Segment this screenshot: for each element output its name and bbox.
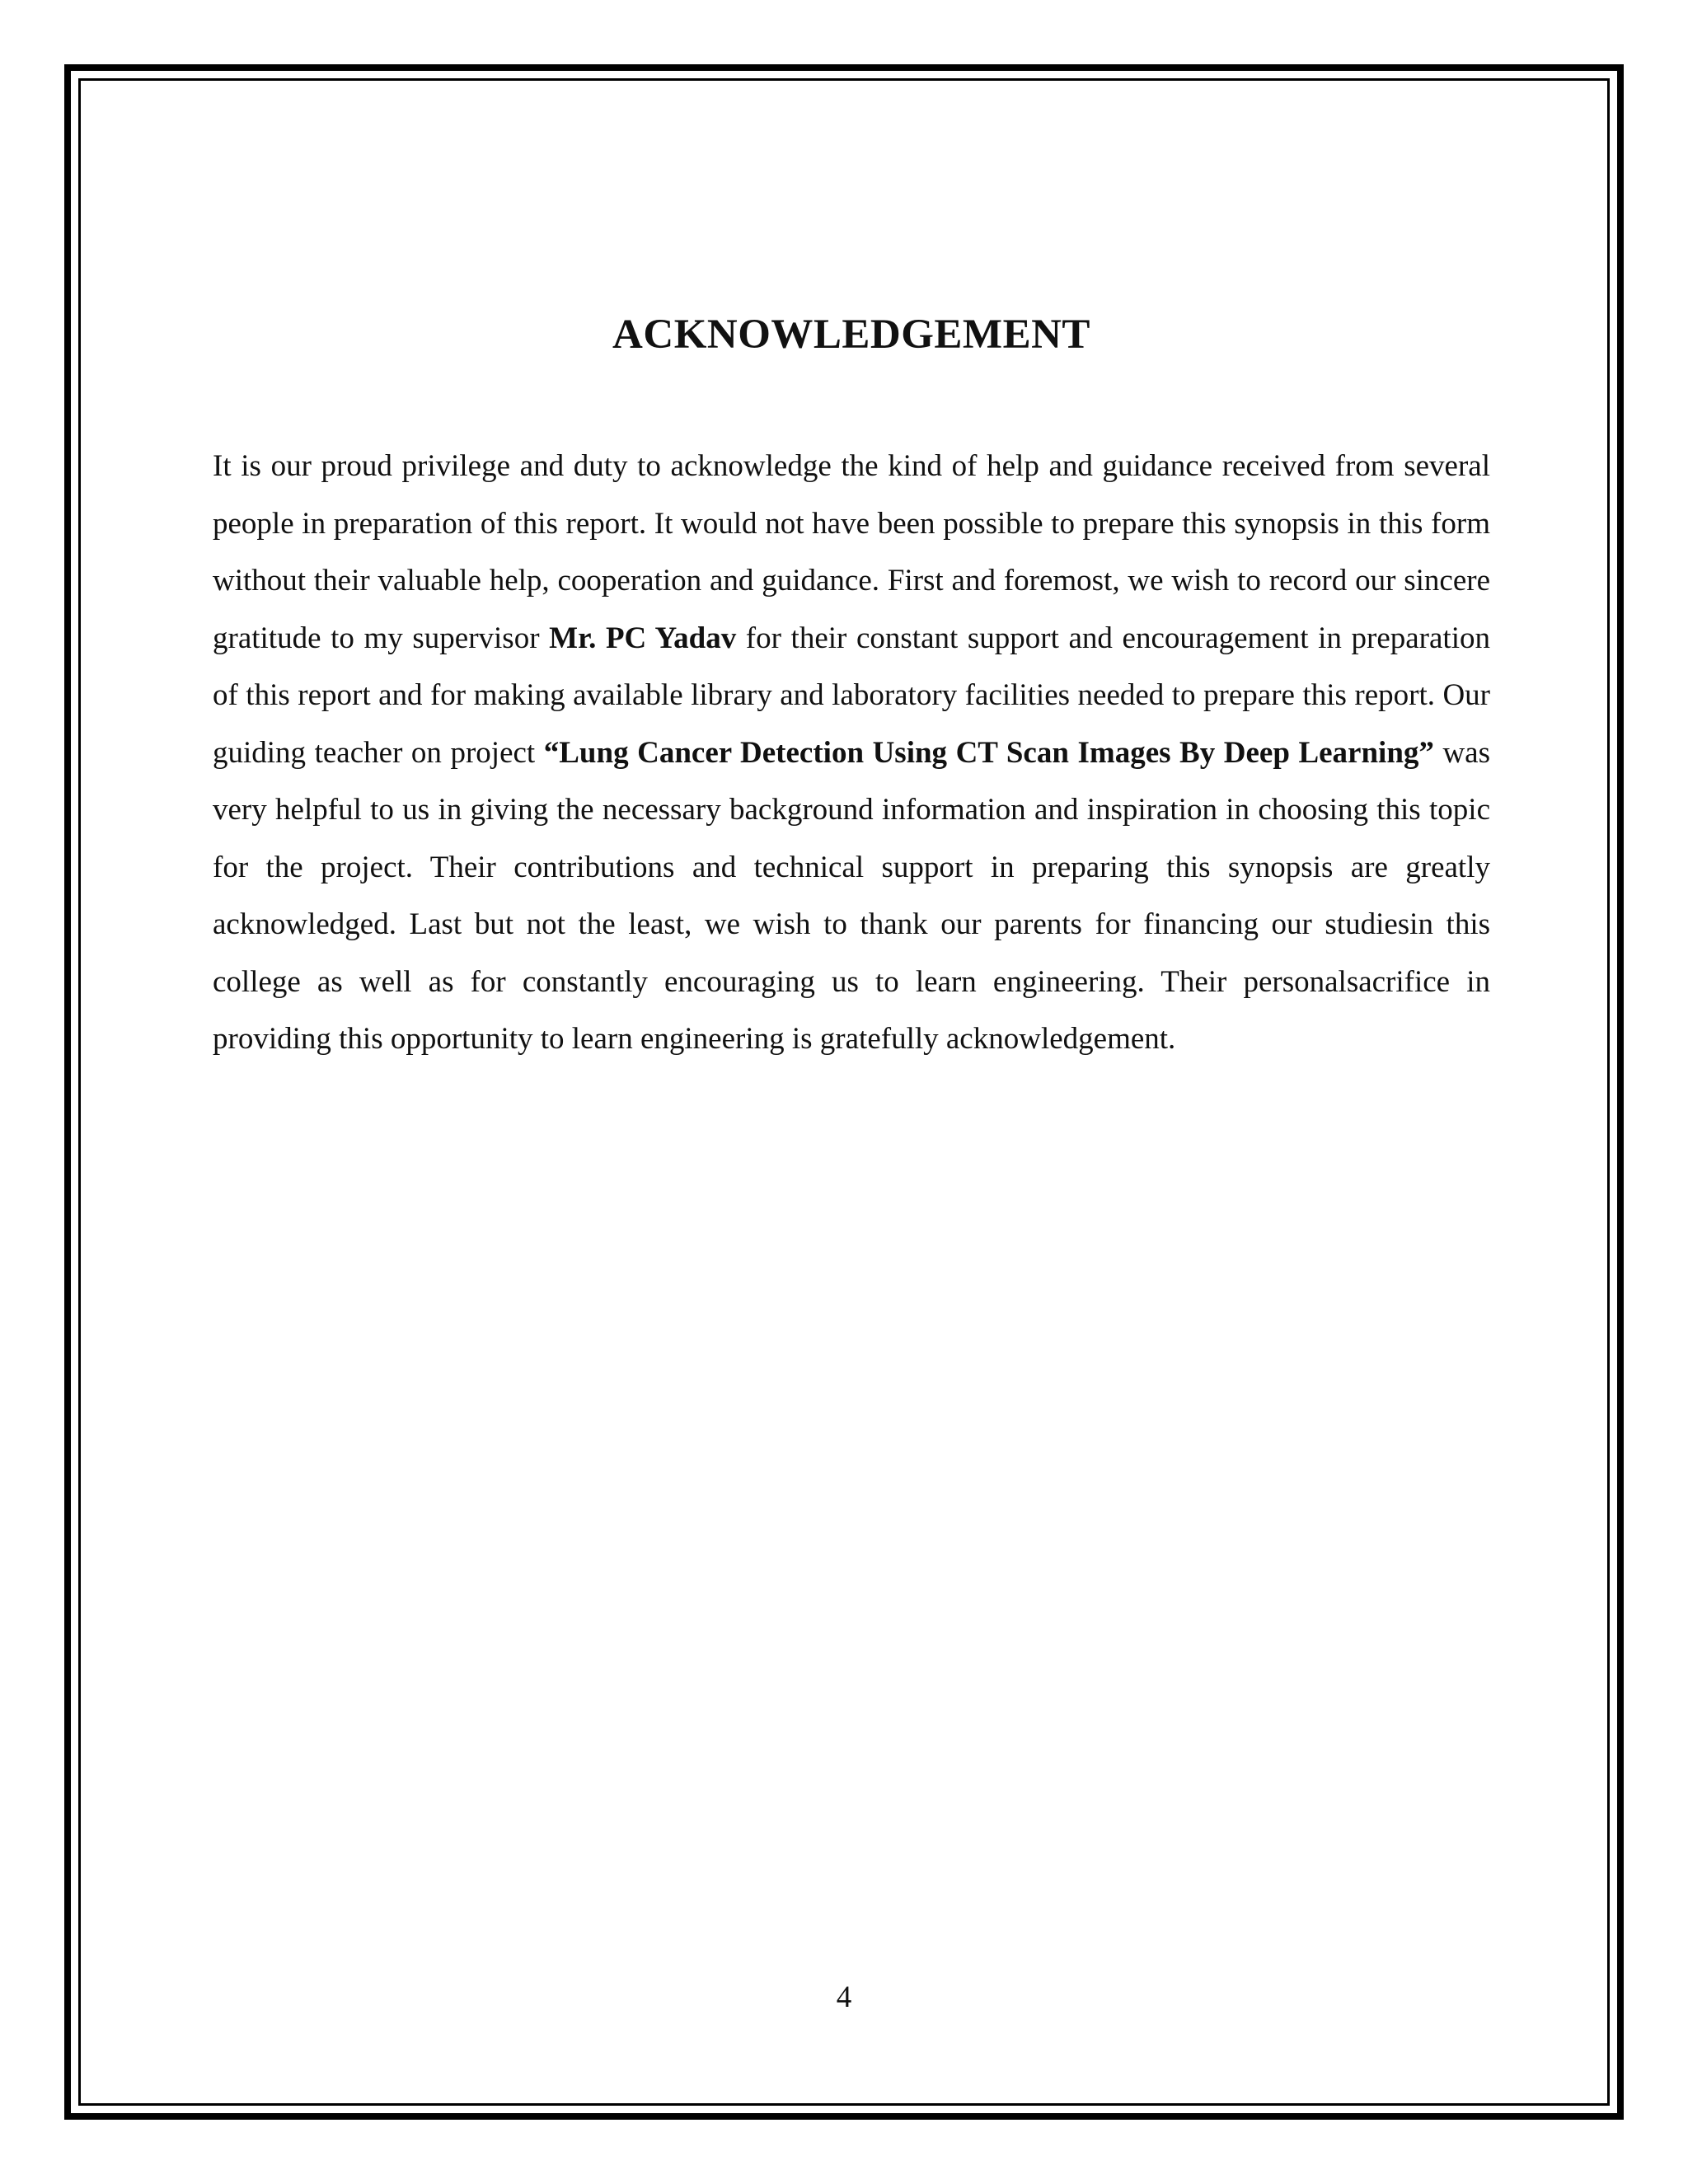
page-title: ACKNOWLEDGEMENT — [612, 312, 1090, 358]
paragraph-text-1: It is our proud privilege and duty to acknowledge the kind of help and guidance received from several people in preparation of this report. It would not have been possible to prepare this synopsis in this form without their valuable help, cooperation and guidance. First and foremost, we wish to record our sincere gratitude to my supervisor — [213, 449, 1490, 655]
project-title: “Lung Cancer Detection Using CT Scan Images By Deep Learning” — [543, 735, 1434, 770]
page-content — [213, 310, 1490, 1068]
acknowledgement-paragraph — [213, 438, 1490, 1068]
supervisor-name: Mr. PC Yadav — [549, 621, 737, 655]
paragraph-text-3: was very helpful to us in giving the necessary background information and inspiration in choosing this topic for the project. Their contributions and technical support in preparing this synopsis are greatly acknowledged. Last but not the least, we wish to thank our parents for financing our studiesin this college as well as for constantly encouraging us to learn engineering. Their personalsacrifice in providing this opportunity to learn engineering is gratefully acknowledgement. — [213, 735, 1491, 1056]
page-number: 4 — [836, 1980, 852, 2014]
paragraph-text-2: for their constant support and encouragement in preparation of this report and for making available library and laboratory facilities needed to prepare this report. Our guiding teacher on project — [213, 621, 1490, 770]
